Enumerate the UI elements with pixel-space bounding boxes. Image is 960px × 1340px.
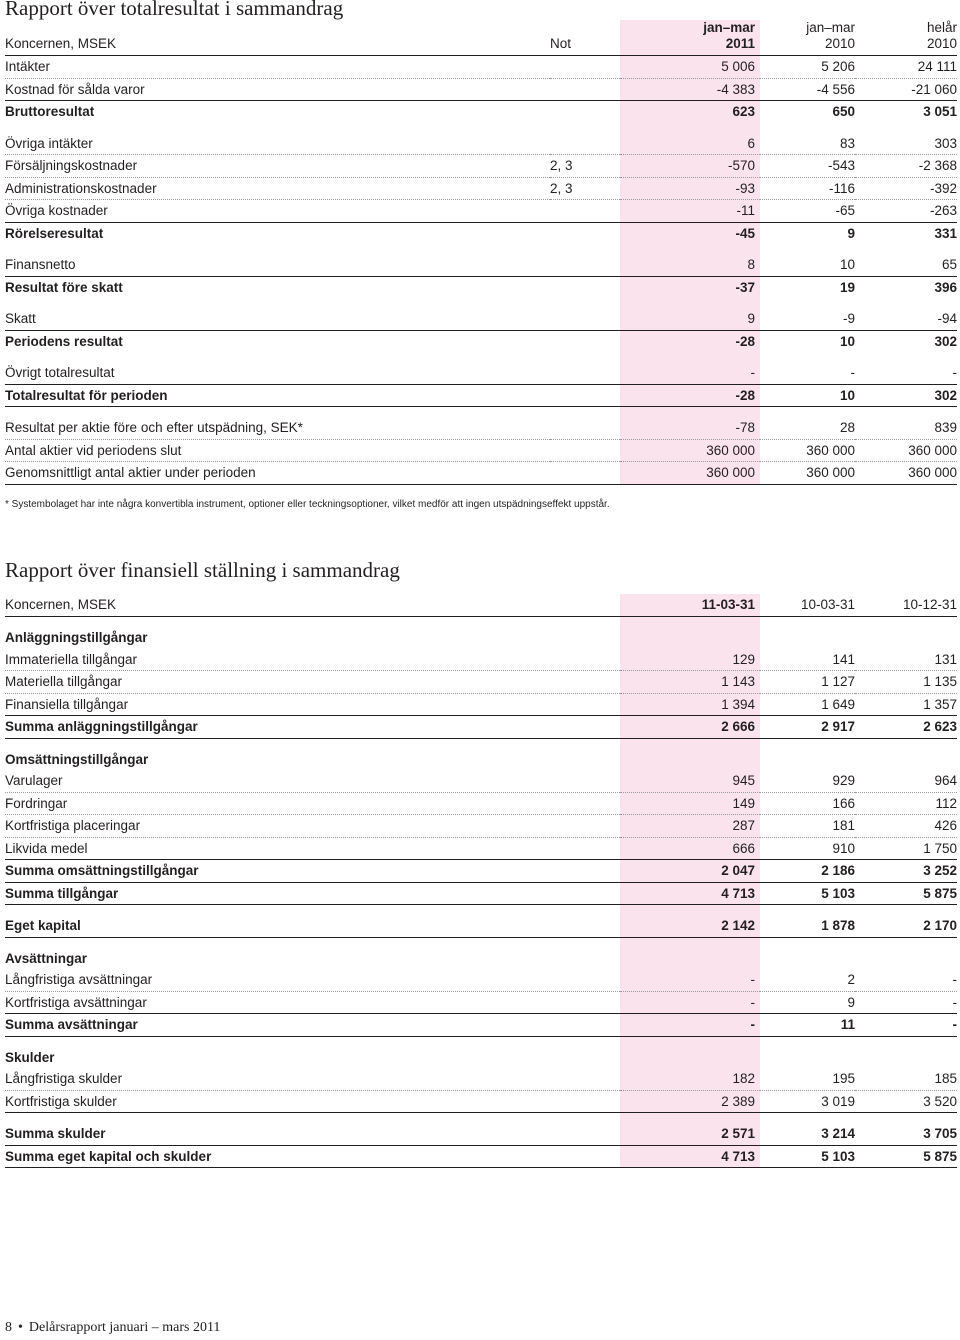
table-row: Summa avsättningar - 11 - — [5, 1014, 957, 1037]
page-footer — [5, 1320, 220, 1336]
table-row: Periodens resultat -28 10 302 — [5, 330, 957, 352]
table-row: Kortfristiga placeringar 287 181 426 — [5, 815, 957, 838]
balance-table — [5, 594, 957, 1168]
header-note: Not — [550, 20, 620, 56]
table-row: Summa omsättningstillgångar 2 047 2 186 3 252 — [5, 860, 957, 883]
table-row: Finansnetto 8 10 65 — [5, 254, 957, 276]
table-row: Varulager 945 929 964 — [5, 770, 957, 792]
table-row: Långfristiga avsättningar - 2 - — [5, 969, 957, 991]
section-heading: Omsättningstillgångar — [5, 749, 957, 771]
header-col3: helår 2010 — [855, 20, 957, 56]
table-row: Rörelseresultat -45 9 331 — [5, 222, 957, 244]
table-row: Antal aktier vid periodens slut 360 000 360 000 360 000 — [5, 439, 957, 462]
table-row: Summa skulder 2 571 3 214 3 705 — [5, 1123, 957, 1145]
section-heading: Avsättningar — [5, 948, 957, 970]
section-heading: Anläggningstillgångar — [5, 627, 957, 649]
income-table — [5, 20, 957, 485]
table-row: Resultat före skatt -37 19 396 — [5, 276, 957, 298]
table-row: Administrationskostnader 2, 3 -93 -116 -392 — [5, 177, 957, 200]
table-row: Genomsnittligt antal aktier under perioden 360 000 360 000 360 000 — [5, 462, 957, 485]
table-row: Likvida medel 666 910 1 750 — [5, 837, 957, 860]
header-col1: jan–mar 2011 — [620, 20, 760, 56]
table-row: Långfristiga skulder 182 195 185 — [5, 1068, 957, 1090]
page-number: 8 — [5, 1320, 12, 1335]
table-row: Summa anläggningstillgångar 2 666 2 917 2 623 — [5, 716, 957, 739]
table-row: Summa eget kapital och skulder 4 713 5 103 5 875 — [5, 1145, 957, 1168]
table-row: Totalresultat för perioden -28 10 302 — [5, 384, 957, 407]
balance-title: Rapport över finansiell ställning i sammandrag — [5, 558, 400, 582]
table-row: Övrigt totalresultat - - - — [5, 362, 957, 384]
table-row: Kostnad för sålda varor -4 383 -4 556 -21 060 — [5, 78, 957, 101]
table-row: Summa tillgångar 4 713 5 103 5 875 — [5, 882, 957, 905]
table-row: Kortfristiga skulder 2 389 3 019 3 520 — [5, 1090, 957, 1113]
table-row: Eget kapital 2 142 1 878 2 170 — [5, 915, 957, 937]
balance-header-row: Koncernen, MSEK 11-03-31 10-03-31 10-12-31 — [5, 594, 957, 617]
table-row: Immateriella tillgångar 129 141 131 — [5, 649, 957, 671]
income-footnote: * Systembolaget har inte några konvertibla instrument, optioner eller teckningsoptioner, vilket medför att ingen utspädningseffekt uppstår. — [5, 499, 610, 510]
income-header-row — [5, 20, 957, 56]
table-row: Fordringar 149 166 112 — [5, 792, 957, 815]
table-row: Resultat per aktie före och efter utspädning, SEK* -78 28 839 — [5, 417, 957, 439]
section-heading: Skulder — [5, 1047, 957, 1069]
table-row: Skatt 9 -9 -94 — [5, 308, 957, 330]
table-row: Finansiella tillgångar 1 394 1 649 1 357 — [5, 693, 957, 716]
table-row: Materiella tillgångar 1 143 1 127 1 135 — [5, 671, 957, 694]
table-row: Intäkter 5 006 5 206 24 111 — [5, 56, 957, 79]
report-name: Delårsrapport januari – mars 2011 — [28, 1320, 221, 1335]
bullet-icon: • — [18, 1320, 23, 1335]
income-title: Rapport över totalresultat i sammandrag — [5, 0, 344, 20]
table-row: Försäljningskostnader 2, 3 -570 -543 -2 368 — [5, 155, 957, 178]
table-row: Bruttoresultat 623 650 3 051 — [5, 101, 957, 123]
header-label: Koncernen, MSEK — [5, 20, 550, 56]
header-col2: jan–mar 2010 — [760, 20, 855, 56]
table-row: Övriga intäkter 6 83 303 — [5, 133, 957, 155]
table-row: Kortfristiga avsättningar - 9 - — [5, 991, 957, 1014]
table-row: Övriga kostnader -11 -65 -263 — [5, 200, 957, 223]
